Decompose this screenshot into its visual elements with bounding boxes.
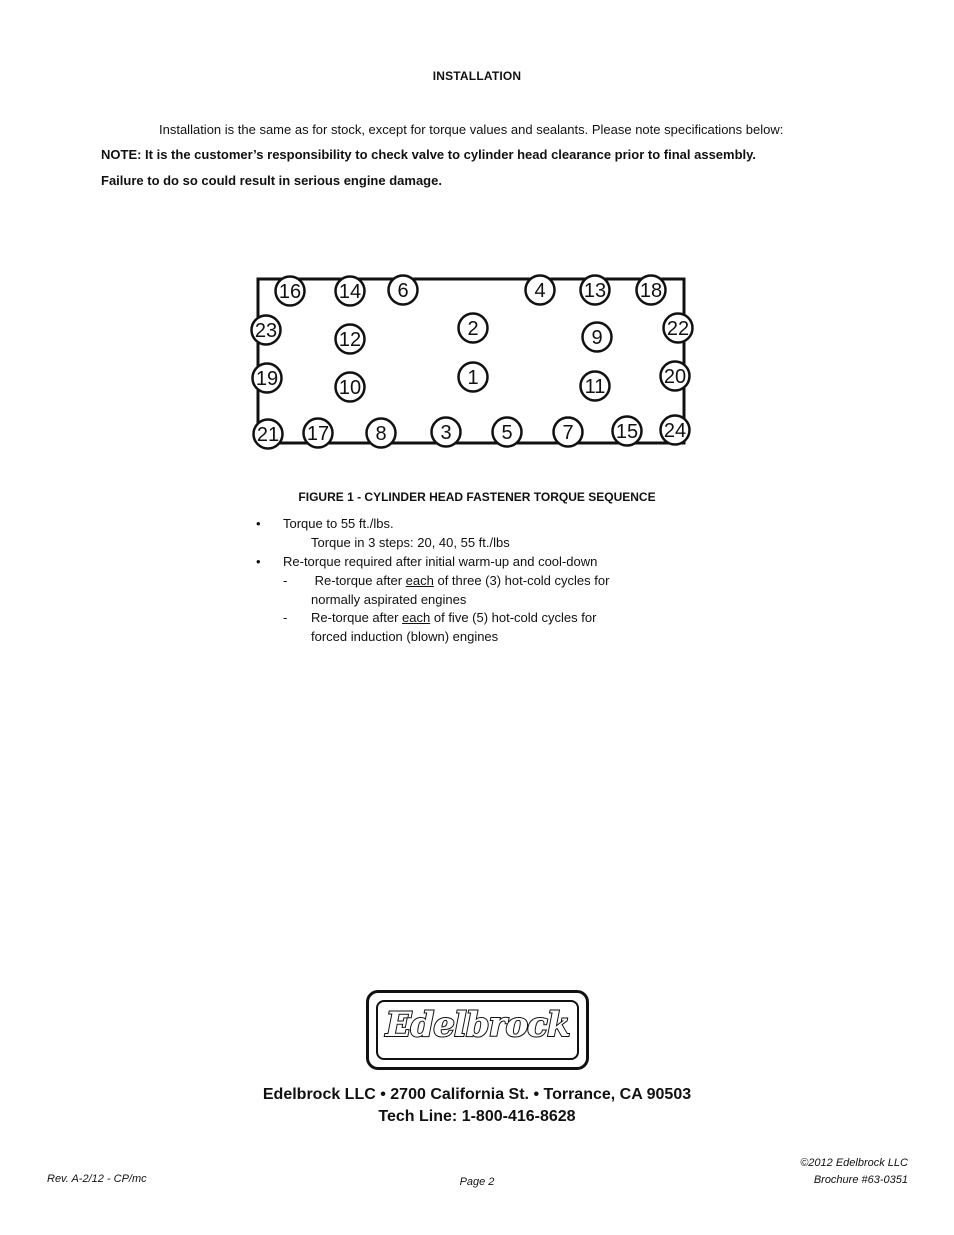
figure-caption: FIGURE 1 - CYLINDER HEAD FASTENER TORQUE SEQUENCE: [298, 490, 656, 504]
fastener-number: 5: [501, 422, 513, 444]
dash: -: [283, 610, 288, 625]
fastener-23: [252, 316, 281, 345]
fastener-6: [389, 276, 418, 305]
spec-fi-post: of five (5) hot-cold cycles for: [430, 610, 597, 625]
fastener-22: [664, 314, 693, 343]
fastener-number: 12: [338, 329, 362, 351]
fastener-15: [613, 417, 642, 446]
footer-page: Page 2: [459, 1176, 495, 1188]
bullet: •: [256, 516, 261, 531]
fastener-number: 13: [583, 280, 607, 302]
spec-fi-each: each: [402, 610, 431, 625]
spec-na-post: of three (3) hot-cold cycles for: [433, 573, 610, 588]
fastener-number: 10: [338, 377, 362, 399]
fastener-12: [336, 325, 365, 354]
company-address: Edelbrock LLC • 2700 California St. • Torrance, CA 90503: [262, 1086, 692, 1103]
spec-retorque: [256, 552, 598, 571]
fastener-4: [526, 276, 555, 305]
fastener-21: [254, 420, 283, 449]
logo-wordmark: Edelbrock: [385, 1005, 570, 1045]
fastener-3: [432, 418, 461, 447]
fastener-7: [554, 418, 583, 447]
fastener-number: 9: [591, 327, 603, 349]
tech-line: Tech Line: 1-800-416-8628: [378, 1108, 576, 1125]
fastener-16: [276, 277, 305, 306]
section-heading: INSTALLATION: [432, 69, 522, 83]
spec-fi: [283, 608, 597, 627]
fastener-8: [367, 419, 396, 448]
fastener-24: [661, 416, 690, 445]
fastener-19: [253, 364, 282, 393]
fastener-number: 11: [584, 376, 606, 398]
fastener-number: 15: [615, 421, 639, 443]
fastener-9: [583, 323, 612, 352]
fastener-1: [459, 363, 488, 392]
dash: -: [283, 573, 288, 588]
footer-revision: Rev. A-2/12 - CP/mc: [47, 1173, 147, 1185]
fastener-number: 3: [440, 422, 452, 444]
note-line-2: Failure to do so could result in serious engine damage.: [101, 173, 442, 188]
fastener-18: [637, 276, 666, 305]
fastener-number: 1: [467, 367, 479, 389]
spec-torque-steps: Torque in 3 steps: 20, 40, 55 ft./lbs: [311, 535, 510, 550]
footer-brochure: Brochure #63-0351: [813, 1174, 908, 1186]
spec-retorque-text: Re-torque required after initial warm-up and cool-down: [283, 554, 598, 569]
fastener-11: [581, 372, 610, 401]
fastener-number: 21: [256, 424, 280, 446]
fastener-number: 20: [663, 366, 687, 388]
fastener-number: 4: [534, 280, 546, 302]
fastener-number: 7: [562, 422, 574, 444]
fastener-number: 8: [375, 423, 387, 445]
fastener-20: [661, 362, 690, 391]
note-line-1: NOTE: It is the customer’s responsibility to check valve to cylinder head clearance prior to final assembly.: [101, 147, 757, 162]
bullet: •: [256, 554, 261, 569]
fastener-number: 6: [397, 280, 409, 302]
fastener-number: 19: [255, 368, 279, 390]
fastener-number: 14: [338, 281, 362, 303]
fastener-number: 17: [306, 423, 330, 445]
fastener-14: [336, 277, 365, 306]
footer-copyright: ©2012 Edelbrock LLC: [800, 1157, 908, 1169]
fastener-10: [336, 373, 365, 402]
spec-na-each: each: [405, 573, 434, 588]
fastener-2: [459, 314, 488, 343]
fastener-5: [493, 418, 522, 447]
fastener-number: 22: [666, 318, 690, 340]
spec-na-pre: Re-torque after: [311, 573, 406, 588]
spec-fi-line2: forced induction (blown) engines: [311, 629, 499, 644]
fastener-number: 16: [278, 281, 302, 303]
spec-fi-pre: Re-torque after: [311, 610, 403, 625]
fastener-17: [304, 419, 333, 448]
fastener-number: 18: [639, 280, 663, 302]
intro-text: Installation is the same as for stock, except for torque values and sealants. Please note specifications below:: [159, 122, 784, 137]
spec-na: [283, 571, 610, 590]
edelbrock-logo: [366, 990, 589, 1070]
fastener-number: 24: [663, 420, 687, 442]
cylinder-head-diagram: [248, 272, 698, 452]
spec-torque-text: Torque to 55 ft./lbs.: [283, 516, 394, 531]
fastener-number: 23: [254, 320, 278, 342]
spec-torque: [256, 514, 394, 533]
fastener-13: [581, 276, 610, 305]
spec-na-line2: normally aspirated engines: [311, 592, 467, 607]
fastener-number: 2: [467, 318, 479, 340]
